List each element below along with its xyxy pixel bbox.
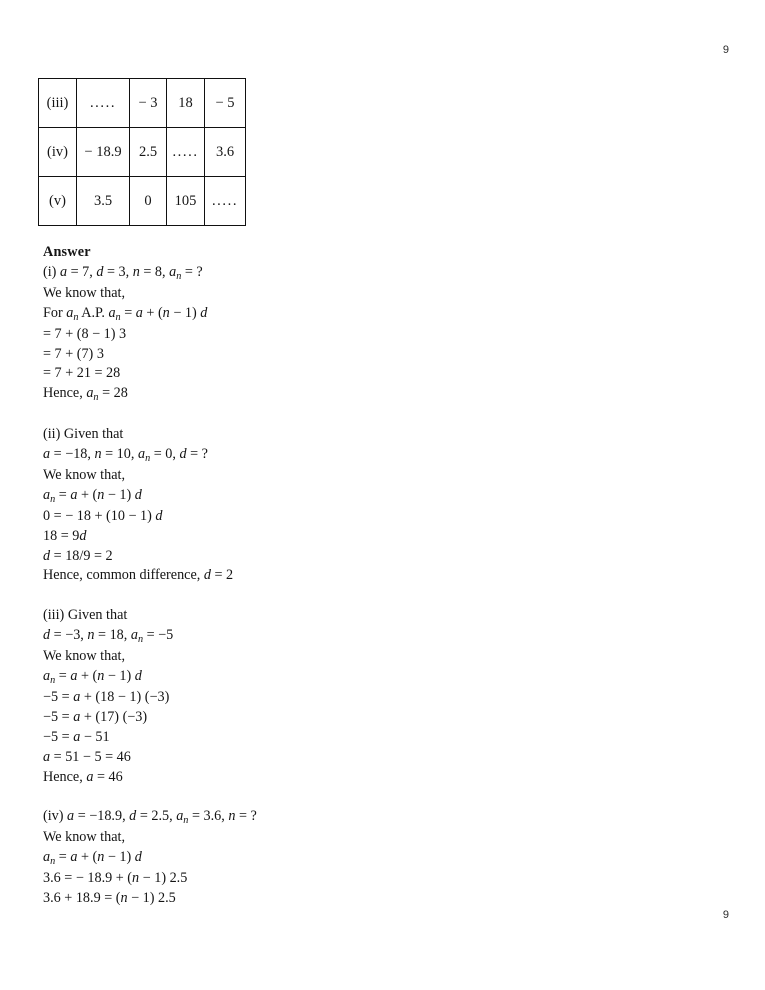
answer-line: −5 = a + (18 − 1) (−3) [43, 688, 170, 705]
table-row [39, 177, 246, 226]
answer-line: = 7 + (8 − 1) 3 [43, 325, 127, 342]
table-cell-a: 3.5 [77, 177, 130, 226]
table-cell-an: 3.6 [205, 128, 246, 177]
table-row [39, 128, 246, 177]
table-cell-an: − 5 [205, 79, 246, 128]
answer-line: 3.6 = − 18.9 + (n − 1) 2.5 [43, 870, 188, 887]
answer-line: 18 = 9d [43, 527, 87, 544]
answer-line: $a_n = a + (n - 1)$ d [43, 849, 142, 868]
table-cell-n: 105 [167, 177, 205, 226]
table-cell-d: − 3 [130, 79, 167, 128]
answer-line: d = 18/9 = 2 [43, 547, 113, 564]
answer-line: $a_n = a + (n - 1)$ d [43, 486, 142, 505]
answer-line: = 7 + 21 = 28 [43, 365, 121, 382]
answer-heading: Answer [43, 244, 91, 260]
answer-block-part-i [43, 263, 463, 405]
table-cell-a: ..... [77, 79, 130, 128]
answer-line: = 7 + (7) 3 [43, 345, 104, 362]
answer-block-gap [43, 586, 463, 606]
answer-line: We know that, [43, 648, 125, 665]
answer-block-part-iii [43, 606, 463, 787]
answer-line: We know that, [43, 829, 125, 846]
page-number-bottom: 9 [722, 909, 729, 921]
answer-line: a = 51 − 5 = 46 [43, 748, 131, 765]
answer-section [43, 243, 463, 909]
answer-line: (iv) a = −18.9, d = 2.5, $a_n = 3.6$, n = ? [43, 808, 257, 827]
table-cell-d: 2.5 [130, 128, 167, 177]
answer-line: We know that, [43, 284, 125, 301]
answer-line: 3.6 + 18.9 = (n − 1) 2.5 [43, 889, 176, 906]
table-cell-n: ..... [167, 128, 205, 177]
answer-block-part-iv [43, 807, 463, 909]
arithmetic-progression-table [38, 78, 246, 226]
answer-line: a = −18, n = 10, $a_n = 0$, d = ? [43, 446, 208, 465]
answer-blocks-container [43, 263, 463, 909]
answer-line: (i) a = 7, d = 3, n = 8, $a_n$ = ? [43, 263, 203, 282]
answer-line: Hence, common difference, d = 2 [43, 567, 234, 584]
answer-block-part-ii [43, 425, 463, 586]
table-row-label: (iv) [39, 128, 77, 177]
answer-line: Hence, $a_n = 28$ [43, 385, 128, 404]
answer-line: (ii) Given that [43, 426, 124, 443]
table-row-label: (iii) [39, 79, 77, 128]
answer-line: For $a_n$ A.P. $a_n = a + (n - 1)$ d [43, 304, 208, 323]
answer-line: $a_n = a + (n - 1)$ d [43, 668, 142, 686]
table-cell-a: − 18.9 [77, 128, 130, 177]
table-row-label: (v) [39, 177, 77, 226]
table-cell-n: 18 [167, 79, 205, 128]
answer-line: Hence, a = 46 [43, 768, 123, 785]
table-row [39, 79, 246, 128]
table-body [39, 79, 246, 226]
answer-line: −5 = a − 51 [43, 728, 110, 745]
table-cell-an: ..... [205, 177, 246, 226]
table-cell-d: 0 [130, 177, 167, 226]
page-number-top: 9 [722, 44, 729, 56]
answer-line: We know that, [43, 466, 125, 483]
answer-block-gap [43, 405, 463, 425]
answer-block-gap [43, 787, 463, 807]
answer-line: (iii) Given that [43, 607, 128, 624]
answer-line: −5 = a + (17) (−3) [43, 708, 148, 725]
answer-line: 0 = − 18 + (10 − 1) d [43, 507, 163, 524]
answer-line: d = −3, n = 18, $a_n = -5$ [43, 627, 174, 646]
